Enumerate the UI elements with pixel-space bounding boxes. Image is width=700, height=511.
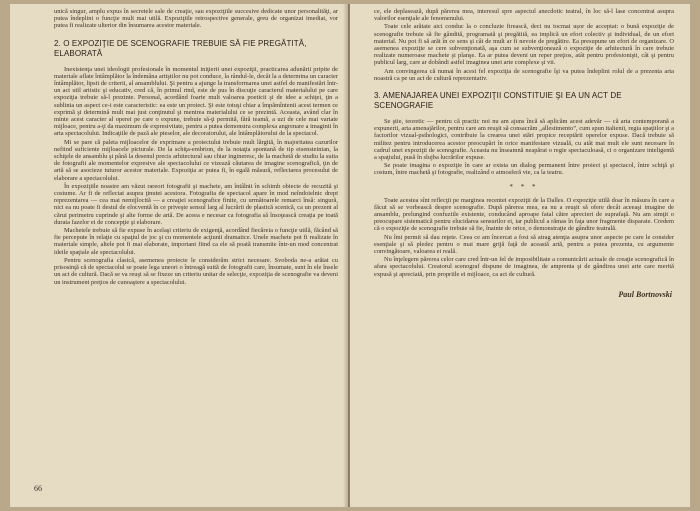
- left-paragraph: Inexistenţa unei ideologii profesionale în momentul iniţierii unei expoziţii, practicarea adunării pripite de materiale aflate întâmplător la îndemâna artiştilor nu pot conduce, la rândul-le, decât la a determina un caracter întâmplător, lipsit de criterii, al ansamblului. Şi pentru a ajunge la transformarea unei astfel de manifestări într-un act util artistic şi educativ, cred că, în primul rind, este de pus în discuţie caracterul materialului pe care expoziţia trebuie să-l prezinte. Personal, acordând foarte mult valoarea poeticii şi de idee a schiţei, ţin a sublinia un aspect ce-i este caracteristic: ea este un proiect. Şi este totuşi chiar a împămîntenii acest termen ce exprimă şi determină mult mai just conţinutul şi menirea materialului ce se prezintă. Aceasta, având clar în minte acest caracter al operei pe care o expune, trebuie să-ţi permită, fără teamă, a uzi de cele mai variate mijloace, pentru a-ţi da maximum de expresivitate, pentru a putea demonstra complexa angrenare a imaginii în arta spectacolului. Indicaţiile de pază ale pieselor, ale decoratorului, ale întâmplătorului de la spectacol.: [54, 65, 338, 138]
- left-paragraph: Machetele trebuie să fie expuse în acelaşi criteriu de exigenţă, acordând fiecăreia o funcţie utilă, făcând să fie percepute în relaţie cu spaţiul de joc şi cu momentele acţiunii dramatice. Unele machete pot fi realizate în materiale simple, altele pot fi mai elaborate, important fiind ca ele să poată transmite într-un mod concentrat ideile spaţiale ale spectacolului.: [54, 227, 338, 256]
- section-2-heading: 2. O EXPOZIŢIE DE SCENOGRAFIE TREBUIE SĂ FIE PREGĂTITĂ, ELABORATĂ: [54, 38, 307, 58]
- right-paragraph: Nu îmi permit să dau reţete. Ceea ce am încercat a fost să atrag atenţia asupra unor aspecte pe care le consider esenţiale şi să pledez pentru o mai mare grijă faţă de această artă, pentru a putea prezenta, cu argumente convingătoare, valoarea ei reală.: [374, 233, 674, 256]
- left-intro-paragraph: unică singur, amplu expus în secretele sale de creaţie, sau expoziţiile succesive dedicate unor personalităţi, ar putea îndeplini o funcţie mult mai utilă. Expoziţiile retrospective generale, greu de organizat imediat, vor putea fi realizate ulterior din însumarea acestor materiale.: [54, 8, 338, 30]
- right-paragraph: Se poate imagina o expoziţie în care ar exista un dialog permanent între proiect şi spectacol, între schiţă şi costum, între machetă şi fotografie, realizând o atmosferă vie, ca la teatru.: [374, 162, 674, 177]
- section-divider-stars: * * *: [509, 182, 539, 191]
- right-page-column: [374, 8, 674, 299]
- right-paragraph: Se ştie, teoretic — pentru că practic noi nu am ajuns încă să aplicăm acest adevăr — că arta contemporană a expunerii, arta amenajărilor, pentru care am reuşit să consacrăm „allestimento”, cum spun italienii, regia spaţiilor şi a factorilor vizual-psihologici, contribuie la crearea unei stări propice receptării operelor expuse. Dacă trebuie să militez pentru introducerea acestor preocupări în orice manifestare vizuală, cu atât mai mult ele sunt necesare în cadrul unei expoziţii de scenografie. Aceasta nu înseamnă neapărat o regie spectaculoasă, ci o organizare inteligentă a spaţiului, pusă în slujba lucrărilor expuse.: [374, 118, 674, 162]
- left-paragraph: În expoziţiile noastre am văzut rareori fotografii şi machete, am întâlnit în schimb obiecte de recuzită şi costume. Ar fi de reflectat asupra ţinutei acestora. Fotografia de spectacol apare în mod neîndoielnic drept reprezentarea — cea mai nemijlocită — a creaţiei scenografice finite, cu următoarele remarci însă: singură, nici ea nu poate fi destul de elocventă în ce priveşte sensul larg al lucrării de plastică scenică, ca un prezent al cărui perimetru cuprinde şi alte forme de artă. De aceea e necesar ca fotografia să însoţească creaţia pe toată durata fazelor ei de concepţie şi elaborare.: [54, 182, 338, 226]
- right-page: [350, 4, 690, 507]
- left-paragraph: Pentru scenografia clasică, asemenea proiecte le considerăm strict necesare. Svoboda ne-a arătat cu prisosinţă că de spectacolul se poate lega uneori o întreagă suită de fotografii care, însumate, sunt în ele însele un act de cultură. Dacă se va reuşi să se fixeze un criteriu unitar de selecţie, expoziţia de scenografie va deveni un instrument preţios de cunoaştere a spectacolului.: [54, 256, 338, 286]
- page-number: 66: [34, 484, 42, 493]
- left-page: [10, 4, 349, 507]
- right-paragraph: Am convingerea că numai în acest fel expoziţia de scenografie îşi va putea îndeplini rolul de a prezenta arta noastră ca pe un act de cultură reprezentativ.: [374, 67, 674, 82]
- author-signature: Paul Bortnovski: [618, 289, 672, 299]
- left-page-column: [54, 8, 338, 287]
- left-paragraph: Mi se pare că paleta mijloacelor de exprimare a proiectului trebuie mult lărgită, în majoritatea cazurilor nefiind suficiente mijloacele picturale. De la schiţa-embrion, de la notaţia spontană de tip eisensteinian, la schiţele de ansamblu şi până la desenul precis arhitectural sau chiar ingineresc, de la machetă de studiu la suita de fotografii ale momentelor expresive ale spectacolului ce vizează căutarea de imagine scenografică, ţin de artă să se asocieze tuturor acestor materiale. Expoziţia ar putea fi, în egală măsură, reflectarea procesului de elaborare a spectacolului.: [54, 138, 338, 182]
- section-3-heading: 3. AMENAJAREA UNEI EXPOZIŢII CONSTITUIE ŞI EA UN ACT DE SCENOGRAFIE: [374, 91, 622, 111]
- right-paragraph: Toate acestea sînt reflecţii pe marginea recentei expoziţii de la Dalles. O expoziţie utilă doar în măsura în care a făcut să se vorbească despre scenografie. După părerea mea, ea nu a reuşit să ofere decât aceeaşi imagine de ansamblu, prelungind confuziile existente, conducând aproape fatal către aprecieri de suprafaţă. Nu am simţit o preocupare sistematică pentru elucidarea sensurilor ei, iar publicul a rămas în faţa unor fragmente disparate. Credem că o expoziţie de scenografie trebuie să fie, înainte de orice, o demonstraţie de gândire teatrală.: [374, 196, 674, 233]
- right-intro-paragraph: ce, ele deplasează, după părerea mea, interesul spre aspectul anecdotic teatral, în loc să-l lase concentrat asupra valorilor esenţiale ale fenomenului.: [374, 8, 674, 23]
- right-paragraph: Toate cele arătate aici conduc la o concluzie firească, deci nu tocmai ușor de acceptat: o bună expoziţie de scenografie trebuie să fie gândită, programată şi pregătită, ea implică un efort colectiv şi individual, de un efort material. Nu pot fi să arăt în ce sens şi cât de mult ar fi nevoie de pregătire. Ea presupune un efort de organizare. O asemenea expoziţie se cere subvenţionată, aşa cum se subvenţionează o expoziţie de arhitectură în care trebuie realizate numeroase machete şi planşe. Ea ar putea deveni un reper preţios, atât pentru profesionişti, cât şi pentru publicul larg, care ar dobândi astfel imaginea unei arte complexe şi vii.: [374, 23, 674, 67]
- right-paragraph: Nu înţelegem părerea celor care cred într-un fel de imposibilitate a comunicării actuale de creaţie scenografică în afara spectacolului. Creatorul scenograf dispune de imaginea, de amprenta şi de gândirea unei arte care merită expusă şi apreciată, prin propriile ei mijloace, ca act de cultură.: [374, 256, 674, 278]
